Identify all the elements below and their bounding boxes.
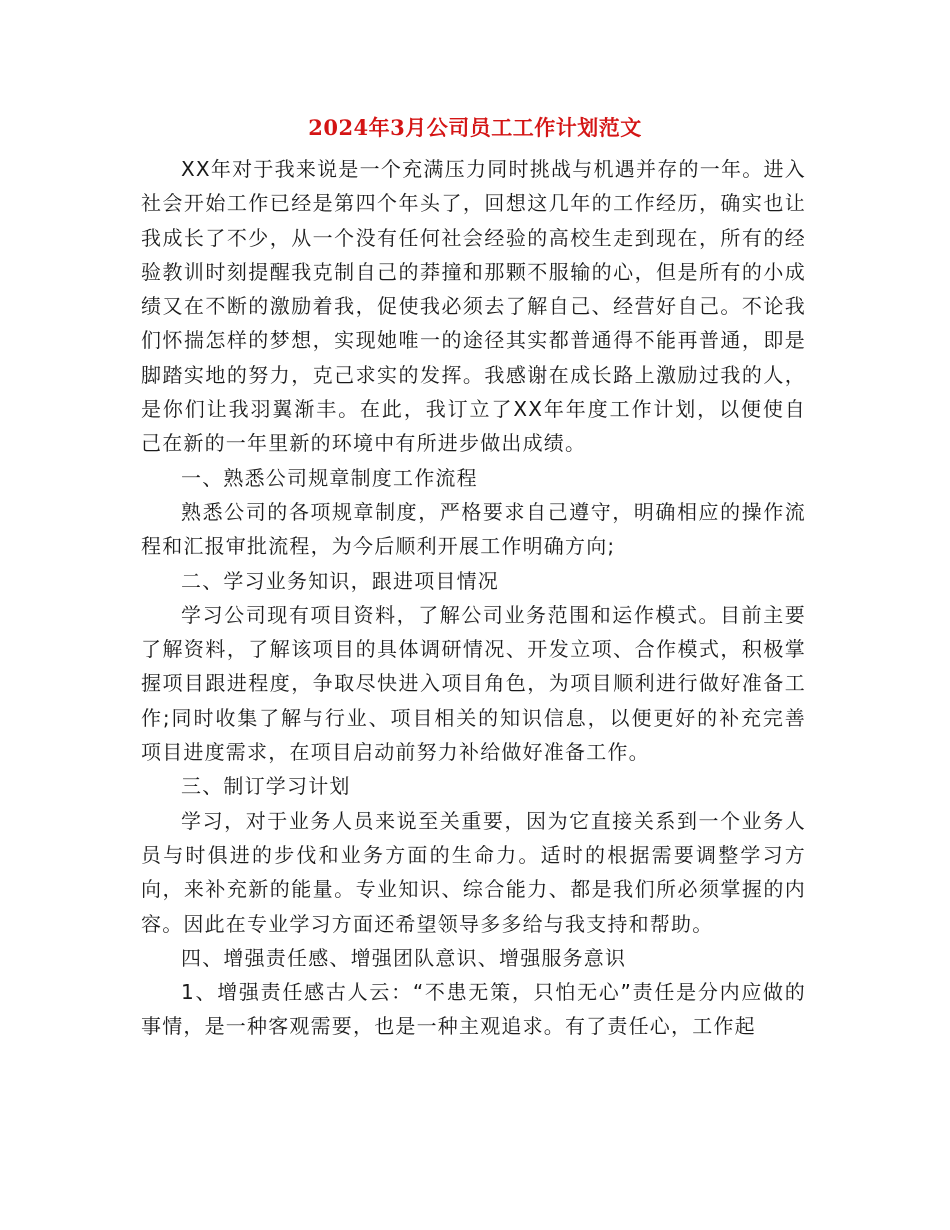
document-body <box>141 152 806 1044</box>
section-heading-3: 三、制订学习计划 <box>181 774 351 799</box>
section-paragraph-1: 熟悉公司的各项规章制度，严格要求自己遵守，明确相应的操作流程和汇报审批流程，为今后顺利开展工作明确方向; <box>141 499 806 559</box>
section-paragraph-2: 学习公司现有项目资料，了解公司业务范围和运作模式。目前主要了解资料，了解该项目的具体调研情况、开发立项、合作模式，积极掌握项目跟进程度，争取尽快进入项目角色，为项目顺利进行做好准备工作;同时收集了解与行业、项目相关的知识信息，以便更好的补充完善项目进度需求，在项目启动前努力补给做好准备工作。 <box>141 602 806 765</box>
section-paragraph-4: 1、增强责任感古人云：“不患无策，只怕无心”责任是分内应做的事情，是一种客观需要，也是一种主观追求。有了责任心，工作起 <box>141 980 806 1039</box>
section-heading-2: 二、学习业务知识，跟进项目情况 <box>181 568 499 593</box>
document-title: 2024年3月公司员工工作计划范文 <box>308 115 642 140</box>
intro-paragraph: XX年对于我来说是一个充满压力同时挑战与机遇并存的一年。进入社会开始工作已经是第四个年头了，回想这几年的工作经历，确实也让我成长了不少，从一个没有任何社会经验的高校生走到现在，所有的经验教训时刻提醒我克制自己的莽撞和那颗不服输的心，但是所有的小成绩又在不断的激励着我，促使我必须去了解自己、经营好自己。不论我们怀揣怎样的梦想，实现她唯一的途径其实都普通得不能再普通，即是脚踏实地的努力，克己求实的发挥。我感谢在成长路上激励过我的人，是你们让我羽翼渐丰。在此，我订立了XX年年度工作计划，以便使自己在新的一年里新的环境中有所进步做出成绩。 <box>141 157 806 456</box>
section-heading-1: 一、熟悉公司规章制度工作流程 <box>181 465 478 490</box>
section-heading-4: 四、增强责任感、增强团队意识、增强服务意识 <box>181 945 627 970</box>
section-paragraph-3: 学习，对于业务人员来说至关重要，因为它直接关系到一个业务人员与时俱进的步伐和业务方面的生命力。适时的根据需要调整学习方向，来补充新的能量。专业知识、综合能力、都是我们所必须掌握的内容。因此在专业学习方面还希望领导多多给与我支持和帮助。 <box>141 808 806 936</box>
